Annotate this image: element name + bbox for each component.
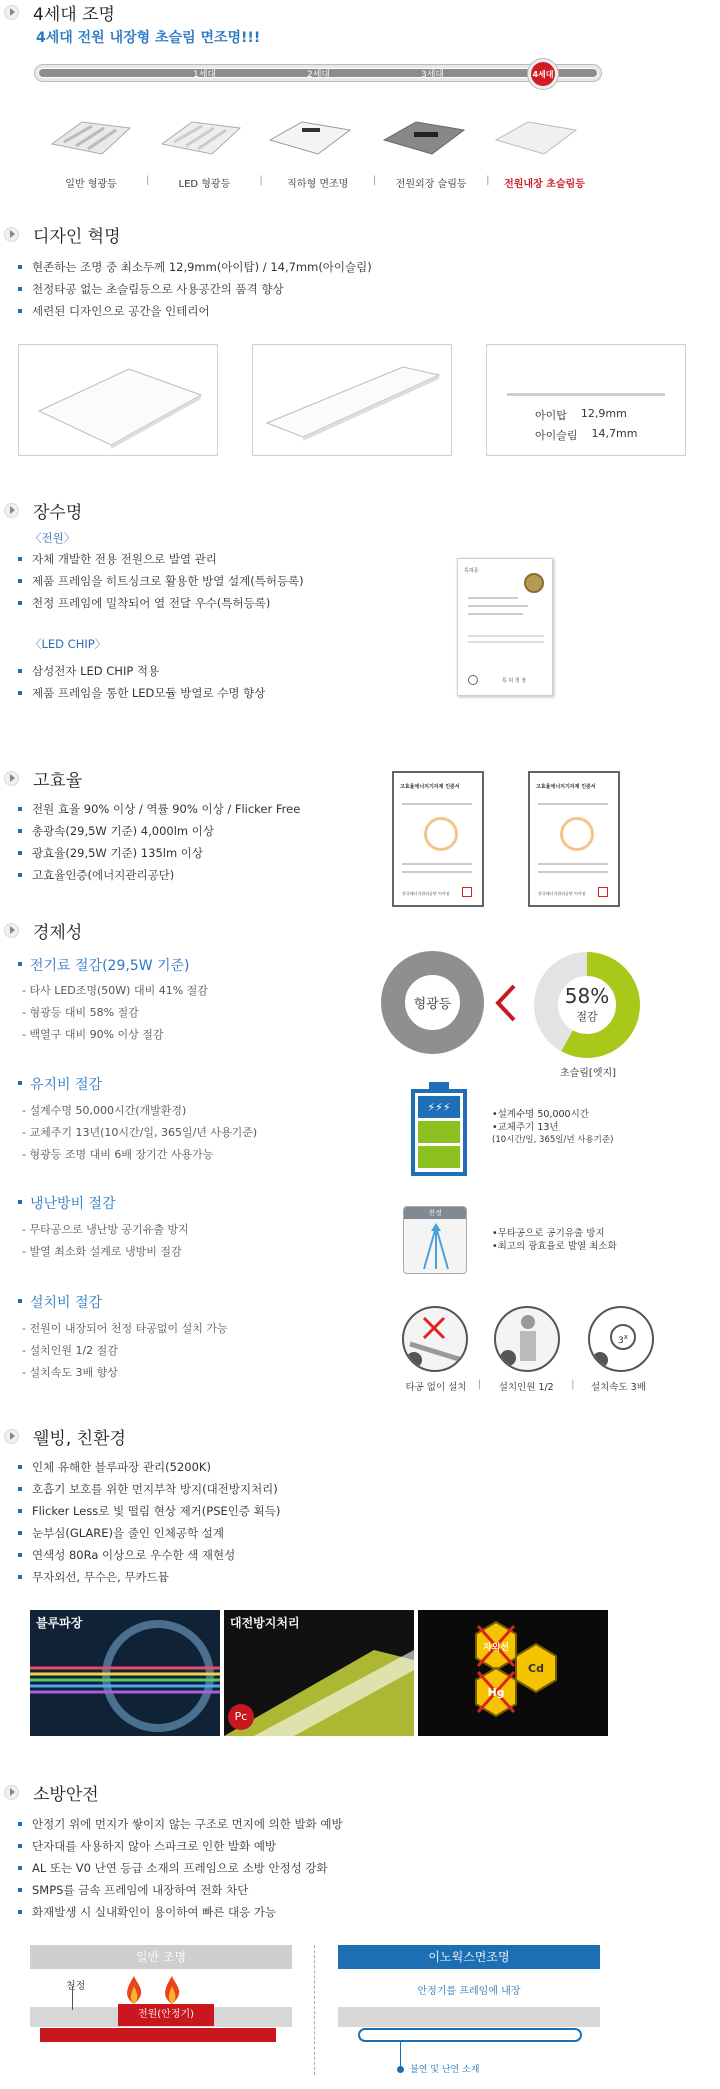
square-panel-image [19,345,217,455]
product-led-tube [152,114,242,164]
arrow-bullet-icon [4,771,19,786]
section-title: 소방안전 [33,1784,99,1805]
product-label: LED 형광등 [178,179,231,190]
ballast-box: 전원(안정기) [118,2004,214,2026]
section-title: 고효율 [33,770,83,791]
watermark-icon [424,817,458,851]
less-than-icon [494,984,518,1022]
detail-item: - 전원이 내장되어 천정 타공없이 설치 가능 [22,1322,228,1335]
product-label: 직하형 면조명 [287,179,349,190]
detail-item: - 백열구 대비 90% 이상 절감 [22,1028,164,1041]
pointer-dot-icon [397,2066,404,2073]
speed-triple-icon [588,1306,654,1372]
section-heading-fire-safety [4,1780,99,1804]
bullet-item: 연색성 80Ra 이상으로 우수한 색 재현성 [14,1544,280,1566]
detail-item: - 무타공으로 냉난방 공기유출 방지 [22,1223,189,1236]
chip-sublabel: 〈LED CHIP〉 [30,637,107,651]
arrow-bullet-icon [4,1785,19,1800]
bullet-item: AL 또는 V0 난연 등급 소재의 프레임으로 소방 안정성 강화 [14,1857,343,1879]
certificate-footer: 한국에너지관리공단 이사장 [538,891,586,896]
bullet-item: 제품 프레임을 통한 LED모듈 방열로 수명 향상 [14,682,265,704]
timeline-current-marker [528,59,558,89]
install-labels: 타공 없이 설치 | 설치인원 1/2 | 설치속도 3배 [394,1379,664,1393]
section-title: 4세대 조명 [33,4,115,25]
ultraslim-panel-icon [490,114,580,160]
thickness-value: 14,7mm [591,427,638,440]
design-bullets [14,256,372,322]
long-panel-image [253,345,451,455]
note-line: •설계수명 50,000시간 [492,1109,589,1120]
ceiling-airflow-icon [403,1206,467,1274]
hvac-notes [492,1227,617,1253]
savings-label: 절감 [576,1010,598,1023]
efficiency-certificate [392,771,484,907]
bullet-item: 총광속(29,5W 기준) 4,000lm 이상 [14,820,300,842]
detail-item: - 형광등 대비 58% 절감 [22,1006,139,1019]
bullet-item: 무자외선, 무수은, 무카드뮴 [14,1566,280,1588]
battery-icon [411,1082,467,1176]
fire-bullets [14,1813,343,1923]
section-title: 웰빙, 친환경 [33,1428,126,1449]
section-title: 장수명 [33,502,83,523]
section-title: 경제성 [33,922,83,943]
install-heading: 설치비 절감 [16,1292,102,1312]
power-saving-heading: 전기료 절감(29,5W 기준) [16,955,190,975]
section-heading-efficiency [4,766,82,790]
generation-timeline [34,64,602,82]
product-label: 일반 형광등 [65,179,117,190]
thickness-row [535,427,637,443]
thickness-value: 12,9mm [580,407,627,420]
speed-badge: 3$^x$ [610,1324,636,1350]
section-heading-design [4,222,121,246]
bullet-item: 현존하는 조명 중 최소두께 12,9mm(아이탑) / 14,7mm(아이슬림) [14,256,372,278]
general-lighting-header: 일반 조명 [30,1945,292,1969]
arrow-bullet-icon [4,5,19,20]
panel-title: 블루파장 [36,1616,83,1630]
panel-title: 대전방지처리 [230,1616,300,1630]
hex-label-uv: 자외선 [482,1643,510,1653]
speed-multiplier: 3 [618,1336,624,1346]
watermark-icon [560,817,594,851]
bullet-item: 천정 프레임에 밀착되어 열 전달 우수(특허등록) [14,592,304,614]
thickness-row [535,407,627,423]
detail-item: - 설치속도 3배 향상 [22,1366,118,1379]
timeline-step-current: 4세대 [532,69,554,79]
product-label-current: 전원내장 초슬림등 [504,179,585,190]
bullet-item: 눈부심(GLARE)을 줄인 인체공학 설계 [14,1522,280,1544]
product-external-slim [378,114,468,164]
bullet-item: 고효율인증(에너지관리공단) [14,864,300,886]
detail-item: - 설계수명 50,000시간(개발환경) [22,1104,187,1117]
product-labels: 일반 형광등 | LED 형광등 | 직하형 면조명 | 전원외장 슬림등 | 전원내장 초슬림등 [36,175,616,190]
wellbeing-bullets [14,1456,280,1588]
bullet-item: 천정타공 없는 초슬림등으로 사용공간의 품격 향상 [14,278,372,300]
certificate-footer: 특 허 청 장 [502,678,527,684]
hexagon-diagram [418,1610,608,1736]
bullet-item: Flicker Less로 빛 떨림 현상 제거(PSE인증 획득) [14,1500,280,1522]
bullet-item: 광효율(29,5W 기준) 135lm 이상 [14,842,300,864]
arrow-bullet-icon [4,227,19,242]
savings-percent: 58% [564,984,610,1008]
thickness-name: 아이탑 [535,409,567,422]
bullet-item: 자체 개발한 전용 전원으로 발열 관리 [14,548,304,570]
innoworks-header: 이노웍스면조명 [338,1945,600,1969]
power-saving-items [22,980,208,1046]
timeline-step: 3세대 [421,70,445,80]
timeline-step: 2세대 [307,70,331,80]
certificate-heading: 특허증 [464,568,479,574]
install-label: 설치인원 1/2 [498,1382,554,1393]
pc-badge: Pc [228,1704,254,1730]
bullet-item: 제품 프레임을 히트싱크로 활용한 방열 설계(특허등록) [14,570,304,592]
bullet-item: 세련된 디자인으로 공간을 인테리어 [14,300,372,322]
product-direct-panel [264,114,354,164]
product-label: 전원외장 슬림등 [395,179,467,190]
troffer-lamp-icon [42,114,132,160]
half-workers-icon [494,1306,560,1372]
note-line: (10시간/일, 365일/년 사용기준) [492,1135,614,1145]
bullet-item: SMPS를 금속 프레임에 내장하여 전화 차단 [14,1879,343,1901]
patent-certificate [457,558,553,696]
install-label: 타공 없이 설치 [405,1382,467,1393]
certificate-footer: 한국에너지관리공단 이사장 [402,891,450,896]
note-line: •무타공으로 공기유출 방지 [492,1228,605,1239]
detail-item: - 발열 최소화 설계로 냉방비 절감 [22,1245,182,1258]
hazard-free-panel [418,1610,608,1736]
arrow-bullet-icon [4,503,19,518]
stamp-icon [462,887,472,897]
antistatic-panel [224,1610,414,1736]
bullet-item: 단자대를 사용하지 않아 스파크로 인한 발화 예방 [14,1835,343,1857]
fluorescent-ring [381,951,484,1054]
bullet-item: 화재발생 시 실내확인이 용이하여 빠른 대응 가능 [14,1901,343,1923]
hvac-heading: 냉난방비 절감 [16,1193,116,1213]
divider [314,1945,316,2075]
timeline-step: 1세대 [193,70,217,80]
install-label: 설치속도 3배 [590,1382,646,1393]
power-sublabel: 〈전원〉 [30,531,76,545]
fire-flame-icons [120,1974,190,2006]
savings-caption: 초슬림[엣지] [559,1068,617,1079]
maintenance-items [22,1100,257,1166]
chip-bullets [14,660,265,704]
concrete-ceiling [338,2007,600,2027]
ceiling-label: 천정 [66,1981,86,1992]
note-line: •교체주기 13년 [492,1122,559,1133]
section-heading-life [4,498,82,522]
panel-photo-long [252,344,452,456]
section-heading-generation [4,0,115,24]
hex-label-cd: Cd [528,1662,544,1675]
bullet-item: 호흡기 보호를 위한 먼지부착 방지(대전방지처리) [14,1478,280,1500]
install-items [22,1318,228,1384]
maintenance-notes [492,1108,613,1147]
detail-item: - 설치인원 1/2 절감 [22,1344,118,1357]
bullet-item: 삼성전자 LED CHIP 적용 [14,660,265,682]
efficiency-bullets [14,798,300,886]
product-internal-ultraslim [490,114,580,164]
efficiency-certificate [528,771,620,907]
no-drilling-icon [402,1306,468,1372]
led-tube-lamp-icon [152,114,242,160]
section-heading-economy [4,918,82,942]
stamp-icon [598,887,608,897]
slim-fixture-bar [358,2028,582,2042]
certificate-title: 고효율에너지기자재 인증서 [536,784,596,790]
detail-item: - 타사 LED조명(50W) 대비 41% 절감 [22,984,208,997]
detail-item: - 형광등 조명 대비 6배 장기간 사용가능 [22,1148,214,1161]
certificate-title: 고효율에너지기자재 인증서 [400,784,460,790]
section-title: 디자인 혁명 [33,226,121,247]
bullet-item: 인체 유해한 블루파장 관리(5200K) [14,1456,280,1478]
innoworks-subtitle: 안정기를 프레임에 내장 [417,1986,521,1997]
pointer-line [72,1986,92,2010]
power-bullets [14,548,304,614]
generation-headline: 4세대 전원 내장형 초슬림 면조명!!! [36,30,261,46]
hex-label-hg: Hg [487,1686,505,1699]
ring-label: 형광등 [413,997,452,1012]
gold-seal-icon [524,573,544,593]
panel-photo-square [18,344,218,456]
blue-wave-panel [30,1610,220,1736]
ceiling-label: 천정 [404,1207,466,1219]
detail-item: - 교체주기 13년(10시간/일, 365일/년 사용기준) [22,1126,258,1139]
arrow-bullet-icon [4,923,19,938]
fire-resistant-note: 불연 및 난연 소재 [410,2065,480,2075]
bullet-item: 안정기 위에 먼지가 쌓이지 않는 구조로 먼지에 의한 발화 예방 [14,1813,343,1835]
thickness-spec-box [486,344,686,456]
external-slim-panel-icon [378,114,468,160]
direct-panel-icon [264,114,354,160]
note-line: •최고의 광효율로 발열 최소화 [492,1241,617,1252]
fixture-bar-red [40,2028,276,2042]
hvac-items [22,1219,189,1263]
arrow-bullet-icon [4,1429,19,1444]
product-fluorescent [42,114,132,164]
bullet-item: 전원 효율 90% 이상 / 역률 90% 이상 / Flicker Free [14,798,300,820]
section-heading-wellbeing [4,1424,126,1448]
lightning-icon: ⚡⚡⚡ [418,1096,460,1118]
pointer-line [400,2042,401,2068]
emblem-icon [468,675,478,685]
airflow-arrows-icon [404,1219,467,1273]
thickness-name: 아이슬림 [535,429,578,442]
maintenance-heading: 유지비 절감 [16,1074,102,1094]
